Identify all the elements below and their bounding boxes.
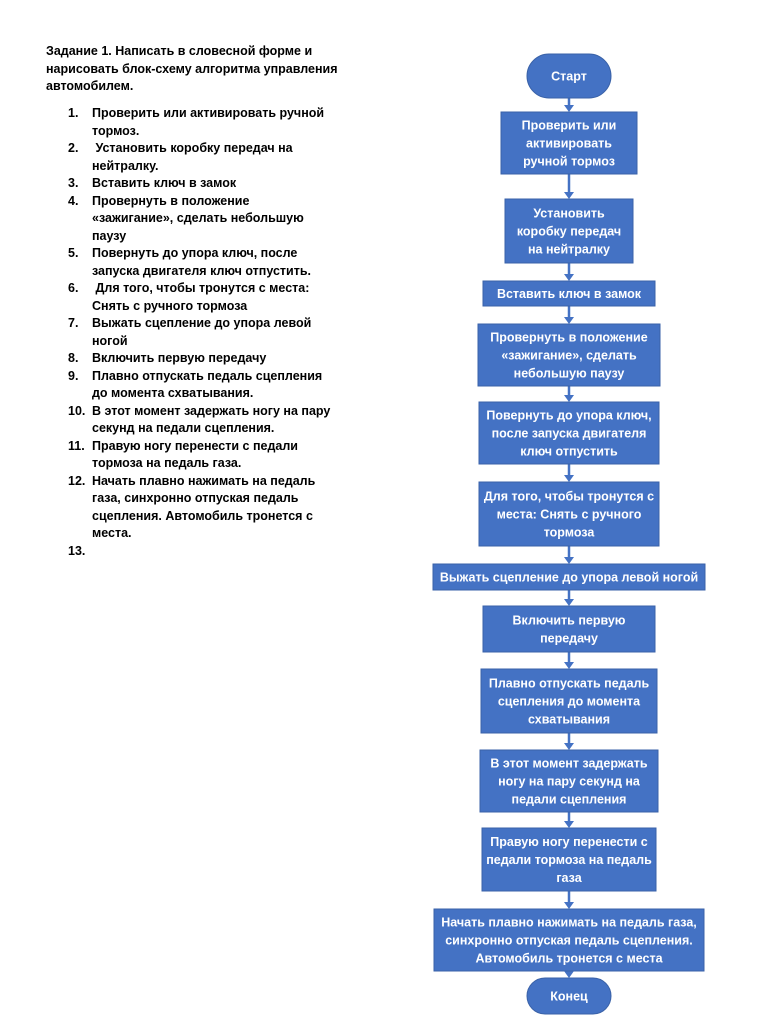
block-text — [490, 331, 647, 381]
step-text-line: Для того, чтобы тронутся с места: — [92, 281, 310, 295]
block-text-line: Установить — [533, 206, 605, 221]
step-text-line: места. — [92, 526, 132, 540]
task-heading-line: Задание 1. Написать в словесной форме и — [46, 44, 313, 58]
flow-arrowhead — [564, 971, 574, 978]
block-text-line: Включить первую — [512, 613, 626, 628]
flow-arrowhead — [564, 662, 574, 669]
step-text-line: Включить первую передачу — [92, 351, 267, 365]
flow-arrowhead — [564, 475, 574, 482]
step-number: 11. — [68, 438, 85, 453]
block-text-line: схватывания — [527, 712, 611, 727]
block-text-line: Провернуть в положение — [490, 330, 648, 345]
step-number: 5. — [68, 246, 79, 260]
step-number: 13. — [68, 543, 86, 558]
flow-arrowhead — [564, 317, 574, 324]
step-number: 2. — [68, 141, 79, 155]
step-number: 9. — [68, 368, 79, 383]
step-text-line: нейтралку. — [92, 158, 159, 173]
block-text-line: после запуска двигателя — [491, 426, 647, 441]
block-text — [551, 70, 587, 84]
step-number: 10. — [68, 403, 86, 418]
block-text-line: синхронно отпуская педаль сцепления. — [445, 933, 693, 948]
flow-arrowhead — [564, 821, 574, 828]
block-text-line: тормоза — [543, 525, 595, 540]
flow-arrowhead — [564, 557, 574, 564]
block-text-line: Выжать сцепление до упора левой ногой — [439, 570, 699, 585]
step-text-line: Правую ногу перенести с педали — [92, 438, 298, 453]
step-text-line: до момента схватывания. — [92, 386, 254, 400]
block-text-line: Плавно отпускать педаль — [488, 676, 650, 691]
step-number: 4. — [68, 193, 79, 208]
flow-arrowhead — [564, 192, 574, 199]
block-text — [440, 571, 698, 585]
flow-arrowhead — [564, 274, 574, 281]
block-text-line: передачу — [540, 631, 598, 646]
block-text-line: Конец — [550, 989, 588, 1004]
block-text-line: ногу на пару секунд на — [498, 774, 640, 789]
block-text-line: Проверить или — [521, 118, 617, 133]
block-text — [490, 757, 647, 807]
block-text-line: Вставить ключ в замок — [496, 287, 642, 301]
block-text-line: Старт — [551, 69, 587, 84]
block-text-line: Автомобиль тронется с места — [475, 951, 663, 966]
step-text-line: запуска двигателя ключ отпустить. — [92, 263, 312, 278]
task-heading-line: нарисовать блок-схему алгоритма управления — [46, 61, 338, 76]
step-text-line: Провернуть в положение — [92, 193, 250, 208]
block-text-line: газа — [556, 871, 582, 885]
flow-arrowhead — [564, 105, 574, 112]
block-text-line: ключ отпустить — [520, 444, 618, 459]
block-text-line: Для того, чтобы тронутся с — [483, 489, 655, 504]
block-text-line: ручной тормоз — [523, 154, 615, 169]
step-number: 8. — [68, 351, 79, 365]
step-text-line: «зажигание», сделать небольшую — [92, 211, 304, 225]
block-text — [497, 287, 642, 301]
step-text-line: В этот момент задержать ногу на пару — [92, 403, 331, 418]
block-text-line: Начать плавно нажимать на педаль газа, — [441, 915, 697, 930]
block-text-line: на нейтралку — [527, 242, 611, 257]
step-number: 6. — [68, 281, 79, 295]
step-text-line: тормоза на педаль газа. — [92, 456, 242, 470]
step-text-line: Снять с ручного тормоза — [92, 298, 248, 313]
block-text-line: педали тормоза на педаль — [486, 853, 652, 867]
block-text-line: «зажигание», сделать — [501, 348, 637, 363]
step-text-line: Повернуть до упора ключ, после — [92, 246, 298, 260]
block-text — [441, 916, 697, 966]
step-text-line: Установить коробку передач на — [92, 141, 293, 155]
block-text-line: В этот момент задержать — [490, 756, 648, 771]
step-text-line: ногой — [92, 333, 128, 348]
step-text-line: сцепления. Автомобиль тронется с — [92, 508, 313, 523]
step-text-line: газа, синхронно отпуская педаль — [92, 491, 299, 505]
step-number: 7. — [68, 316, 79, 330]
step-text-line: Вставить ключ в замок — [92, 176, 237, 190]
step-text-line: Начать плавно нажимать на педаль — [92, 473, 316, 488]
step-text-line: тормоз. — [92, 123, 140, 138]
flow-arrowhead — [564, 902, 574, 909]
step-number: 1. — [68, 106, 79, 120]
flow-arrowhead — [564, 743, 574, 750]
step-number: 3. — [68, 176, 79, 190]
block-text — [550, 990, 588, 1004]
step-text-line: Плавно отпускать педаль сцепления — [92, 368, 323, 383]
step-text-line: Выжать сцепление до упора левой — [92, 316, 312, 330]
block-text-line: активировать — [526, 136, 612, 151]
block-text-line: места: Снять с ручного — [496, 507, 642, 522]
task-heading-line: автомобилем. — [46, 79, 134, 93]
block-text-line: Повернуть до упора ключ, — [486, 408, 652, 423]
step-text-line: секунд на педали сцепления. — [92, 421, 275, 435]
block-text-line: сцепления до момента — [497, 694, 641, 709]
flow-arrowhead — [564, 599, 574, 606]
block-text-line: коробку передач — [516, 224, 622, 239]
step-number: 12. — [68, 473, 86, 488]
block-text-line: Правую ногу перенести с — [490, 835, 648, 849]
step-text-line: Проверить или активировать ручной — [92, 106, 325, 120]
step-text-line: паузу — [92, 228, 127, 243]
block-text-line: небольшую паузу — [513, 366, 625, 381]
block-text — [522, 119, 617, 169]
flow-arrowhead — [564, 395, 574, 402]
block-text-line: педали сцепления — [511, 792, 627, 807]
